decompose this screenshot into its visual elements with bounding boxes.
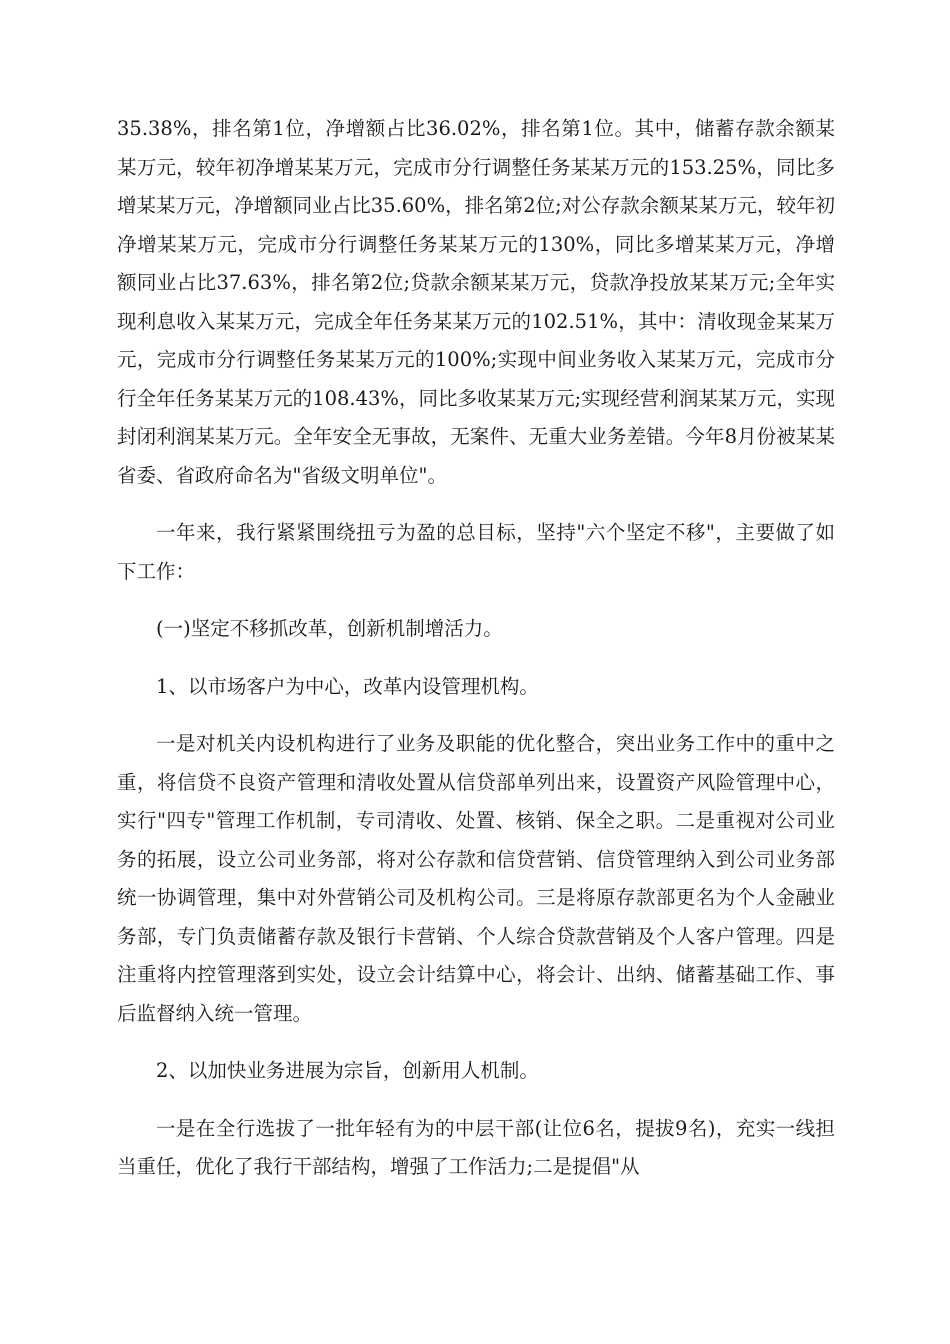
paragraph-3: 一是对机关内设机构进行了业务及职能的优化整合，突出业务工作中的重中之重，将信贷不良资产管理和清收处置从信贷部单列出来，设置资产风险管理中心，实行"四专"管理工作机制，专司清收、处置、核销、保全之职。二是重视对公司业务的拓展，设立公司业务部，将对公存款和信贷营销、信贷管理纳入到公司业务部统一协调管理，集中对外营销公司及机构公司。三是将原存款部更名为个人金融业务部，专门负责储蓄存款及银行卡营销、个人综合贷款营销及个人客户管理。四是注重将内控管理落到实处，设立会计结算中心，将会计、出纳、储蓄基础工作、事后监督纳入统一管理。 bbox=[117, 732, 835, 1025]
section-heading-1: (一)坚定不移抓改革，创新机制增活力。 bbox=[156, 617, 503, 640]
subsection-heading-2: 2、以加快业务进展为宗旨，创新用人机制。 bbox=[156, 1059, 539, 1082]
paragraph-4: 一是在全行选拔了一批年轻有为的中层干部(让位6名，提拔9名)，充实一线担当重任，优化了我行干部结构，增强了工作活力;二是提倡"从 bbox=[117, 1116, 835, 1178]
document-body bbox=[117, 110, 835, 1206]
subsection-heading-1: 1、以市场客户为中心，改革内设管理机构。 bbox=[156, 674, 539, 698]
paragraph-2: 一年来，我行紧紧围绕扭亏为盈的总目标，坚持"六个坚定不移"，主要做了如下工作： bbox=[117, 521, 835, 583]
paragraph-1: 35.38%，排名第1位，净增额占比36.02%，排名第1位。其中，储蓄存款余额某某万元，较年初净增某某万元，完成市分行调整任务某某万元的153.25%，同比多增某某万元，净增额同业占比35.60%，排名第2位;对公存款余额某某万元，较年初净增某某万元，完成市分行调整任务某某万元的130%，同比多增某某万元，净增额同业占比37.63%，排名第2位;贷款余额某某万元，贷款净投放某某万元;全年实现利息收入某某万元，完成全年任务某某万元的102.51%，其中：清收现金某某万元，完成市分行调整任务某某万元的100%;实现中间业务收入某某万元，完成市分行全年任务某某万元的108.43%，同比多收某某万元;实现经营利润某某万元，实现封闭利润某某万元。全年安全无事故，无案件、无重大业务差错。今年8月份被某某省委、省政府命名为"省级文明单位"。 bbox=[117, 117, 835, 487]
